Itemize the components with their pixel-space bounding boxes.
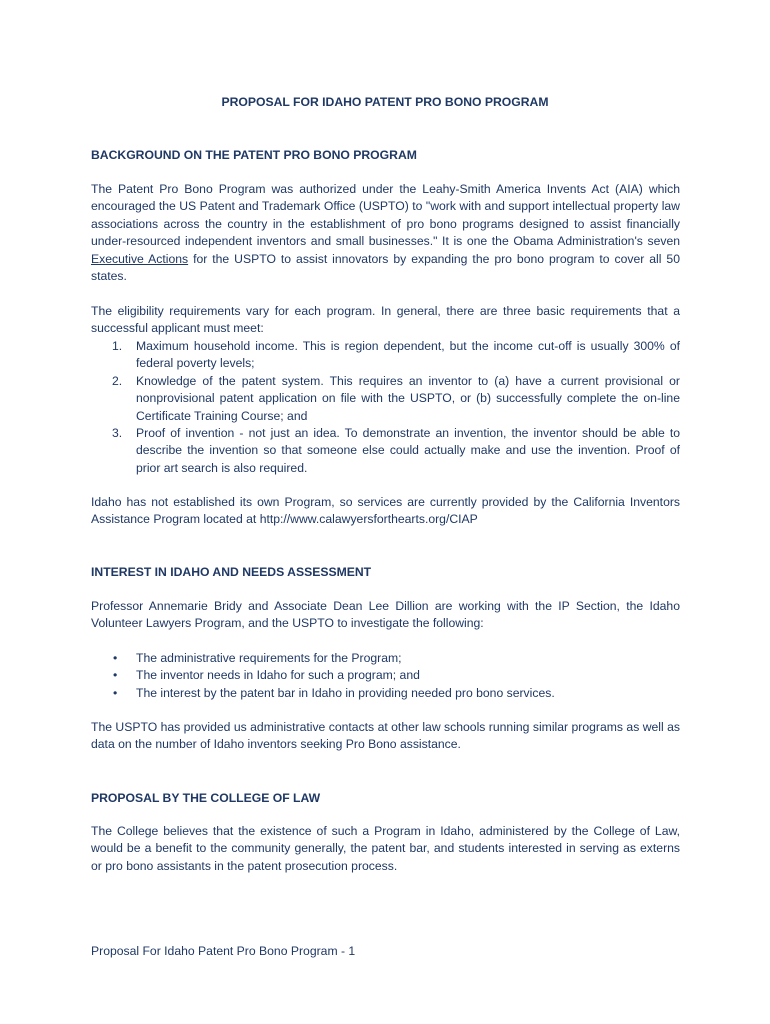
requirement-number: 2. [112, 373, 123, 388]
interest-paragraph-2: The USPTO has provided us administrative contacts at other law schools running similar programs as well as data on the number of Idaho inventors seeking Pro Bono assistance. [91, 720, 680, 752]
proposal-paragraph: The College believes that the existence of such a Program in Idaho, administered by the College of Law, would be a benefit to the community generally, the patent bar, and students interested in serving as externs or pro bono assistants in the patent prosecution process. [91, 824, 680, 873]
bullet-text: The interest by the patent bar in Idaho in providing needed pro bono services. [136, 685, 555, 700]
executive-actions-link[interactable]: Executive Actions [91, 251, 189, 266]
bullet-icon: • [113, 651, 118, 665]
bullet-text: The administrative requirements for the Program; [136, 651, 402, 665]
bullet-text: The inventor needs in Idaho for such a program; and [136, 668, 420, 683]
section-heading-interest: INTEREST IN IDAHO AND NEEDS ASSESSMENT [91, 565, 372, 579]
page-footer: Proposal For Idaho Patent Pro Bono Program - 1 [91, 944, 356, 958]
requirement-item [91, 338, 680, 373]
investigation-bullet-list [91, 650, 680, 702]
bullet-icon: • [113, 668, 118, 683]
bullet-item [91, 650, 680, 667]
bullet-item [91, 667, 680, 684]
requirement-text: Proof of invention - not just an idea. To demonstrate an invention, the inventor should be able to describe the invention so that someone else could actually make and use the invention. Proof of prior art search is also required. [136, 426, 680, 475]
requirement-text-end: ; and [280, 408, 308, 423]
requirement-text: Maximum household income. This is region dependent, but the income cut-off is usually 300% of [136, 339, 680, 353]
requirements-list [91, 338, 680, 477]
idaho-program-paragraph [91, 494, 680, 529]
certificate-training-course-link[interactable]: Certificate Training Course [136, 408, 281, 423]
background-paragraph-1 [91, 181, 680, 285]
idaho-program-text: Idaho has not established its own Program, so services are currently provided by the California Inventors Assistance Program located at [91, 495, 680, 527]
federal-poverty-levels-link[interactable]: federal poverty levels [136, 356, 252, 371]
requirement-number: 3. [112, 426, 123, 441]
background-paragraph-1-text-end: for the USPTO to assist innovators by expanding the pro bono program to cover all 50 states. [91, 251, 680, 284]
ciap-link[interactable]: http://www.calawyersforthearts.org/CIAP [259, 512, 478, 527]
bullet-icon: • [113, 685, 118, 700]
requirement-text: Knowledge of the patent system. This requires an inventor to (a) have a current provisional or nonprovisional patent application on file with the USPTO, or (b) successfully complete the on-line [136, 373, 680, 406]
requirement-text-end: ; [251, 356, 255, 371]
requirement-item [91, 425, 680, 477]
eligibility-paragraph: The eligibility requirements vary for each program. In general, there are three basic requirements that a successful applicant must meet: [91, 304, 680, 336]
section-heading-background: BACKGROUND ON THE PATENT PRO BONO PROGRAM [91, 148, 417, 162]
background-paragraph-1-text: The Patent Pro Bono Program was authorized under the Leahy-Smith America Invents Act (AIA) which encouraged the US Patent and Trademark Office (USPTO) to "work with and support intellectual property law associations across the country in the establishment of pro bono programs designed to assist financially under-resourced independent inventors and small businesses." It is one the Obama Administration's seven [91, 182, 680, 249]
interest-paragraph-1: Professor Annemarie Bridy and Associate Dean Lee Dillion are working with the IP Section, the Idaho Volunteer Lawyers Program, and the USPTO to investigate the following: [91, 599, 680, 631]
section-heading-proposal: PROPOSAL BY THE COLLEGE OF LAW [91, 791, 321, 805]
requirement-item [91, 373, 680, 425]
bullet-item [91, 685, 680, 702]
document-title: PROPOSAL FOR IDAHO PATENT PRO BONO PROGRAM [221, 95, 549, 109]
requirement-number: 1. [112, 339, 123, 353]
